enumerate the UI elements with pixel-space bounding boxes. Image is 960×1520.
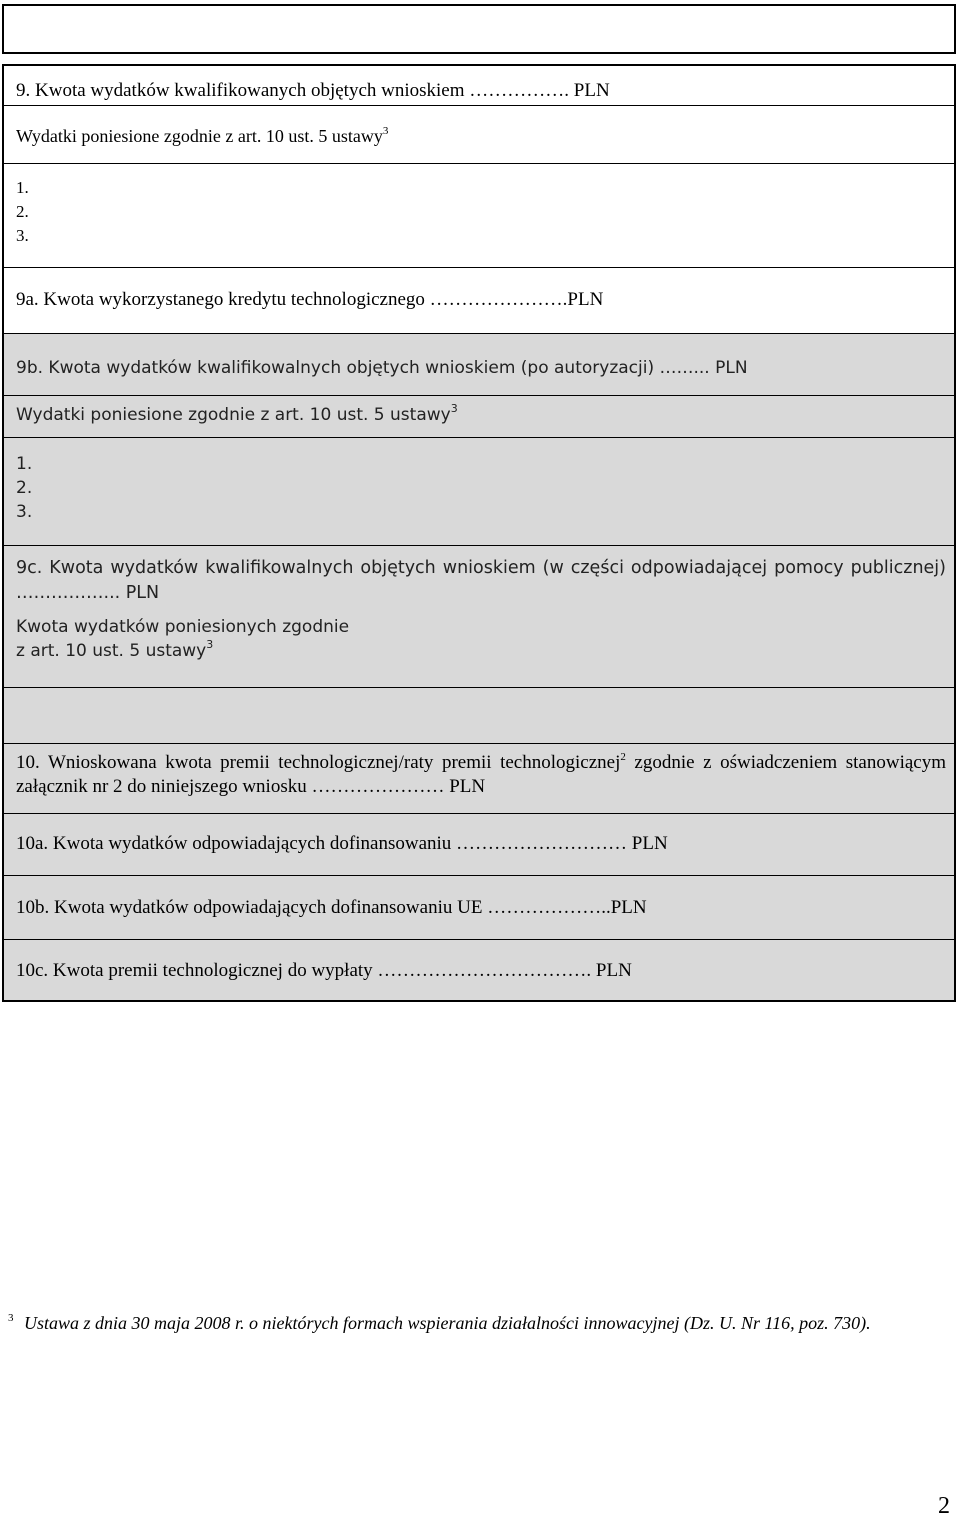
- footnote: [8, 1310, 928, 1337]
- section-10a-row: [2, 814, 956, 876]
- section-10c-title: 10c. Kwota premii technologicznej do wypłaty ……………………………. PLN: [16, 960, 632, 981]
- section-9b-item-3: 3.: [16, 502, 33, 522]
- section-10b-row: [2, 876, 956, 940]
- blank-gray-row: [2, 688, 956, 744]
- section-9b-note-row: [2, 396, 956, 438]
- section-9b-title: 9b. Kwota wydatków kwalifikowalnych objętych wnioskiem (po autoryzacji) ……... PLN: [16, 358, 748, 378]
- section-9-item-1: 1.: [16, 178, 29, 197]
- section-9b-title-row: [2, 334, 956, 396]
- section-9b-item-1: 1.: [16, 454, 33, 474]
- section-9b-items-row: [2, 438, 956, 546]
- section-9c-note-line-2: z art. 10 ust. 5 ustawy$^3$: [16, 638, 214, 661]
- section-9a-title: 9a. Kwota wykorzystanego kredytu technologicznego ………………….PLN: [16, 289, 604, 310]
- section-9-item-3: 3.: [16, 226, 29, 245]
- section-9-title: 9. Kwota wydatków kwalifikowanych objętych wnioskiem ……………. PLN: [16, 80, 610, 101]
- section-9a-row: [2, 268, 956, 334]
- page-number: 2: [938, 1493, 950, 1519]
- section-9-note: Wydatki poniesione zgodnie z art. 10 ust. 5 ustawy$^3$: [16, 125, 389, 146]
- section-9b-note: Wydatki poniesione zgodnie z art. 10 ust. 5 ustawy$^3$: [16, 402, 458, 425]
- section-10-row: [2, 744, 956, 814]
- empty-header-box: [2, 4, 956, 54]
- footnote-text: Ustawa z dnia 30 maja 2008 r. o niektórych formach wspierania działalności innowacyjnej (Dz. U. Nr 116, poz. 730).: [24, 1313, 871, 1333]
- footnote-marker: 3: [8, 1312, 14, 1324]
- section-9c-note-line-1: Kwota wydatków poniesionych zgodnie: [16, 617, 350, 637]
- section-9-items-row: [2, 164, 956, 268]
- section-9c-row: [2, 546, 956, 688]
- section-10c-row: [2, 940, 956, 1002]
- section-9b-item-2: 2.: [16, 478, 33, 498]
- section-9-note-row: [2, 106, 956, 164]
- section-10-title: 10. Wnioskowana kwota premii technologicznej/raty premii technologicznej$^2$ zgodnie z oświadczeniem stanowiącym załącznik nr 2 do niniejszego wniosku ………………… PLN: [16, 751, 946, 797]
- section-10a-title: 10a. Kwota wydatków odpowiadających dofinansowaniu ……………………… PLN: [16, 833, 668, 854]
- section-9-title-row: [2, 64, 956, 106]
- section-9c-title: 9c. Kwota wydatków kwalifikowalnych objętych wnioskiem (w części odpowiadającej pomocy publicznej) ……………... PLN: [16, 558, 946, 603]
- section-10b-title: 10b. Kwota wydatków odpowiadających dofinansowaniu UE ………………..PLN: [16, 897, 647, 918]
- section-9-item-2: 2.: [16, 202, 29, 221]
